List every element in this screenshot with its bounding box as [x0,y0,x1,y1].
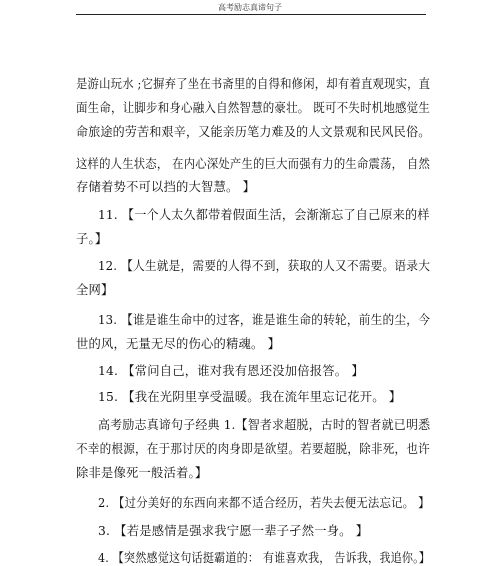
list-item-11: 11. 【一个人太久都带着假面生活，会渐渐忘了自己原来的样 [98,208,430,222]
list-item-14: 14. 【常问自己，谁对我有恩还没加倍报答。 】 [98,364,364,378]
paragraph-line: 存储着势不可以挡的大智慧。 】 [76,180,256,194]
list-item-12: 12. 【人生就是，需要的人得不到，获取的人又不需要。语录大 [98,259,431,273]
list-item-3: 3. 【若是感情是强求我宁愿一辈子孑然一身。 】 [98,524,369,538]
paragraph-line: 这样的人生状态， 在内心深处产生的巨大而强有力的生命震荡， 自然 [76,157,431,171]
paragraph-line: 面生命，让脚步和身心融入自然智慧的豪壮。 既可不失时机地感觉生 [76,101,431,115]
paragraph-line: 命旅途的劳苦和艰辛，又能亲历笔力难及的人文景观和民风民俗。 [76,125,431,139]
page-header: 高考励志真谛句子 [218,3,282,12]
paragraph-line: 不幸的根源，在于那讨厌的肉身即是欲望。若要超脱，除非死，也许 [76,442,430,456]
list-item-15: 15. 【我在光阴里享受温暖。我在流年里忘记花开。 】 [98,390,402,404]
list-item-4: 4. 【突然感觉这句话挺霸道的： 有谁喜欢我， 告诉我，我追你。】 [98,551,431,565]
list-item-11-cont: 子。】 [76,232,108,246]
list-item-12-cont: 全网】 [76,283,114,297]
section-heading-line: 高考励志真谛句子经典 1.【智者求超脱，古时的智者就已明悉 [98,418,431,432]
list-item-13-cont: 世的风，无量无尽的伤心的精魂。 】 [76,337,281,351]
list-item-2: 2. 【过分美好的东西向来都不适合经历，若失去便无法忘记。 】 [98,496,430,510]
paragraph-line: 除非是像死一般活着。】 [76,466,208,480]
header-divider [76,14,426,15]
list-item-13: 13. 【谁是谁生命中的过客，谁是谁生命的转轮，前生的尘，今 [98,313,431,327]
paragraph-line: 是游山玩水 ;它摒弃了坐在书斋里的自得和修闲，却有着直观现实，直 [76,77,431,91]
